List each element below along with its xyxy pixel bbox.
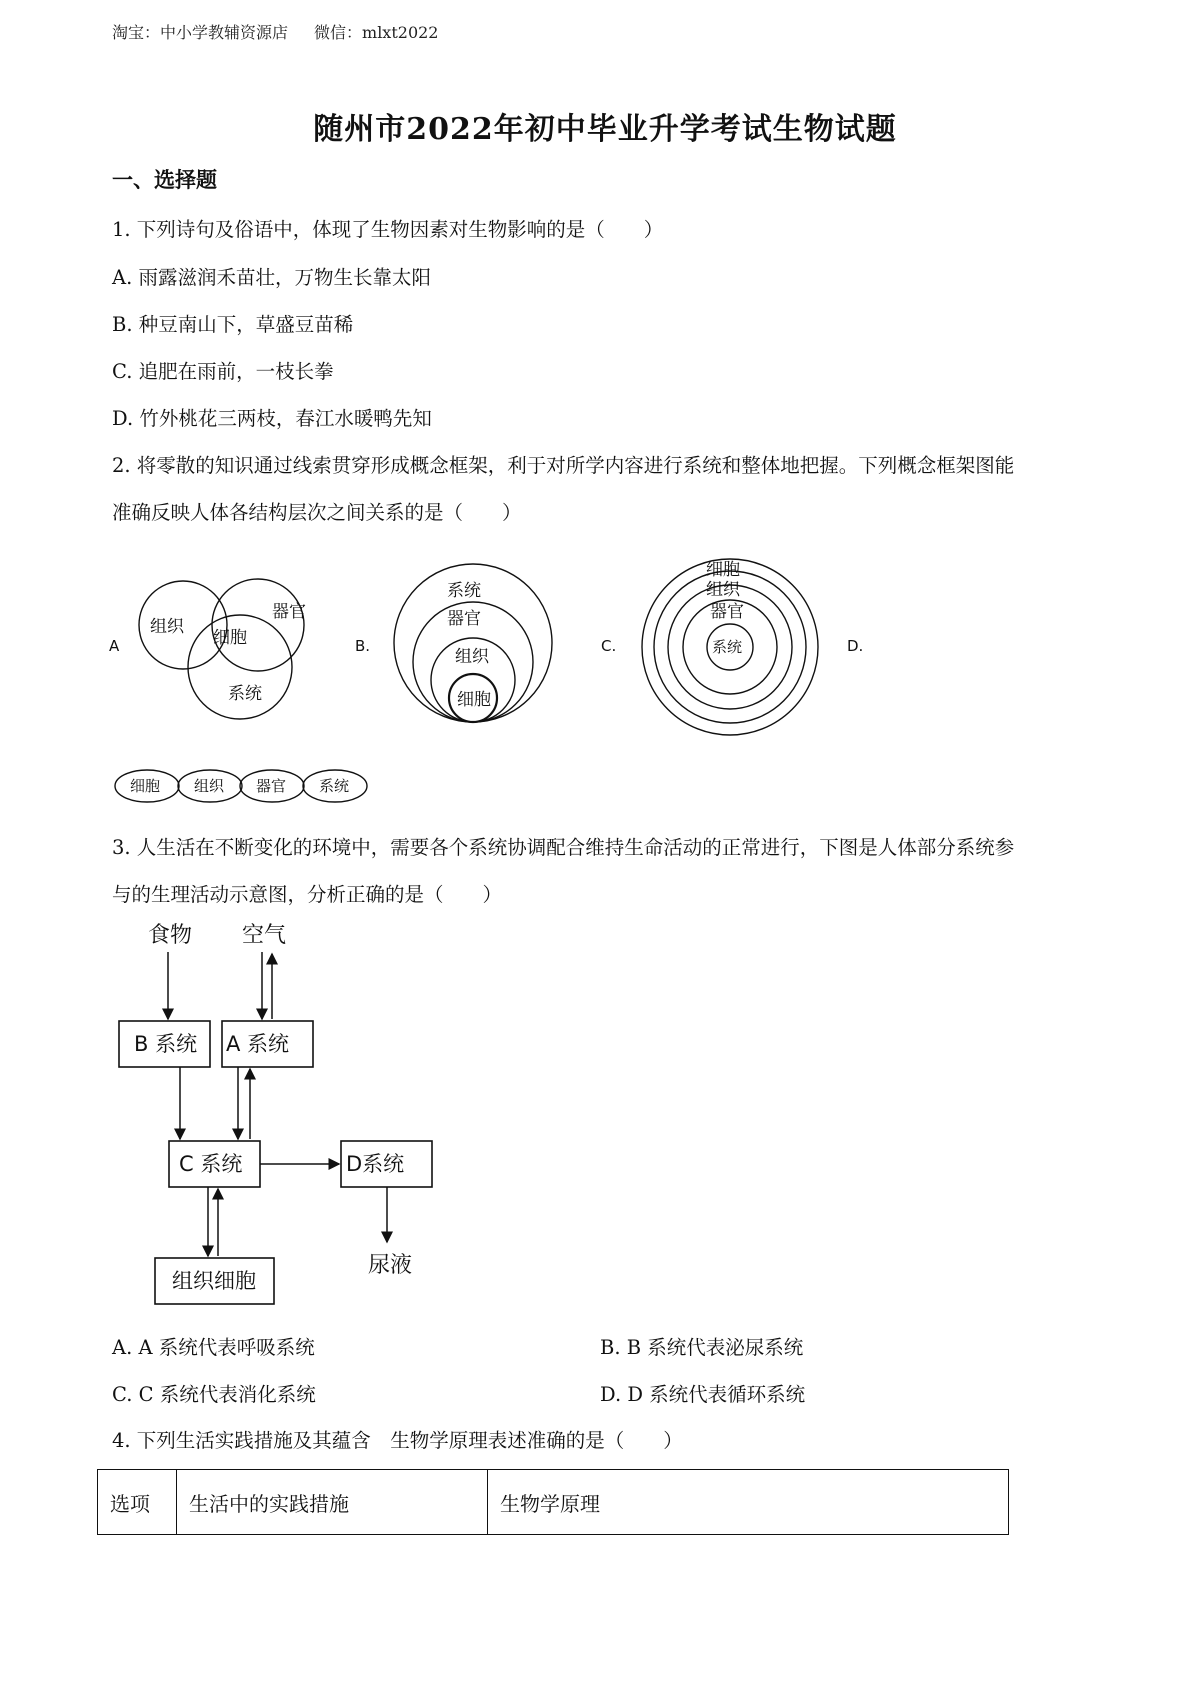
q3-stem-line1: 3. 人生活在不断变化的环境中，需要各个系统协调配合维持生命活动的正常进行，下图是人体部分系统参 (112, 836, 1015, 859)
section-heading: 一、选择题 (112, 167, 217, 192)
q2-stem-line1: 2. 将零散的知识通过线索贯穿形成概念框架，利于对所学内容进行系统和整体地把握。下列概念框架图能 (112, 454, 1015, 477)
q2-letter-c: C. (601, 637, 617, 655)
q4-table (97, 1469, 1009, 1535)
q3-option-d: D. D 系统代表循环系统 (600, 1383, 806, 1406)
venn-organ: 器官 (272, 602, 306, 622)
q3-option-c: C. C 系统代表消化系统 (112, 1383, 316, 1406)
nested-tissue: 组织 (455, 647, 489, 667)
q2-diagrams (0, 550, 1200, 810)
venn-cell: 细胞 (213, 628, 247, 648)
col-practice: 生活中的实践措施 (177, 1470, 488, 1535)
q1-option-b: B. 种豆南山下，草盛豆苗稀 (112, 313, 354, 336)
q2-letter-b: B. (355, 637, 371, 655)
concentric-system: 系统 (712, 638, 743, 656)
q3-option-a: A. A 系统代表呼吸系统 (112, 1336, 315, 1359)
label-urine: 尿液 (368, 1253, 413, 1278)
chain-system: 系统 (319, 777, 350, 795)
venn-system: 系统 (228, 684, 262, 704)
d-system-label: D系统 (346, 1152, 405, 1176)
concentric-cell: 细胞 (706, 560, 740, 580)
nested-cell: 细胞 (457, 690, 491, 710)
q2-letter-a: A (109, 637, 120, 655)
col-principle: 生物学原理 (488, 1470, 1009, 1535)
diagram-a-venn (139, 579, 304, 719)
wechat-label: 微信：mlxt2022 (314, 23, 439, 42)
shop-label: 淘宝：中小学教辅资源店 (112, 23, 289, 42)
chain-organ: 器官 (256, 777, 287, 795)
q1-option-c: C. 追肥在雨前，一枝长拳 (112, 360, 334, 383)
nested-organ: 器官 (447, 609, 481, 629)
c-system-label: C 系统 (179, 1152, 243, 1176)
q2-stem-line2: 准确反映人体各结构层次之间关系的是（ ） (112, 501, 522, 524)
q1-stem: 1. 下列诗句及俗语中，体现了生物因素对生物影响的是（ ） (112, 218, 664, 241)
q1-option-d: D. 竹外桃花三两枝，春江水暖鸭先知 (112, 407, 432, 430)
q1-option-a: A. 雨露滋润禾苗壮，万物生长靠太阳 (112, 266, 431, 289)
a-system-label: A 系统 (226, 1032, 290, 1056)
venn-tissue: 组织 (150, 617, 184, 637)
chain-cell: 细胞 (130, 777, 161, 795)
q2-letter-d: D. (847, 637, 864, 655)
q3-option-b: B. B 系统代表泌尿系统 (600, 1336, 804, 1359)
table-row (98, 1470, 1009, 1535)
label-food: 食物 (148, 923, 193, 948)
page-header (112, 20, 438, 43)
nested-system: 系统 (447, 581, 481, 601)
q4-stem: 4. 下列生活实践措施及其蕴含 生物学原理表述准确的是（ ） (112, 1429, 683, 1452)
tissue-cells-label: 组织细胞 (172, 1269, 256, 1293)
concentric-tissue: 组织 (706, 580, 740, 600)
concentric-organ: 器官 (710, 602, 744, 622)
chain-tissue: 组织 (194, 777, 225, 795)
label-air: 空气 (242, 923, 287, 948)
exam-title: 随州市2022年初中毕业升学考试生物试题 (313, 112, 897, 147)
q3-flow-diagram (100, 920, 560, 1310)
b-system-label: B 系统 (134, 1032, 198, 1056)
q3-stem-line2: 与的生理活动示意图，分析正确的是（ ） (112, 883, 503, 906)
col-option: 选项 (98, 1470, 177, 1535)
